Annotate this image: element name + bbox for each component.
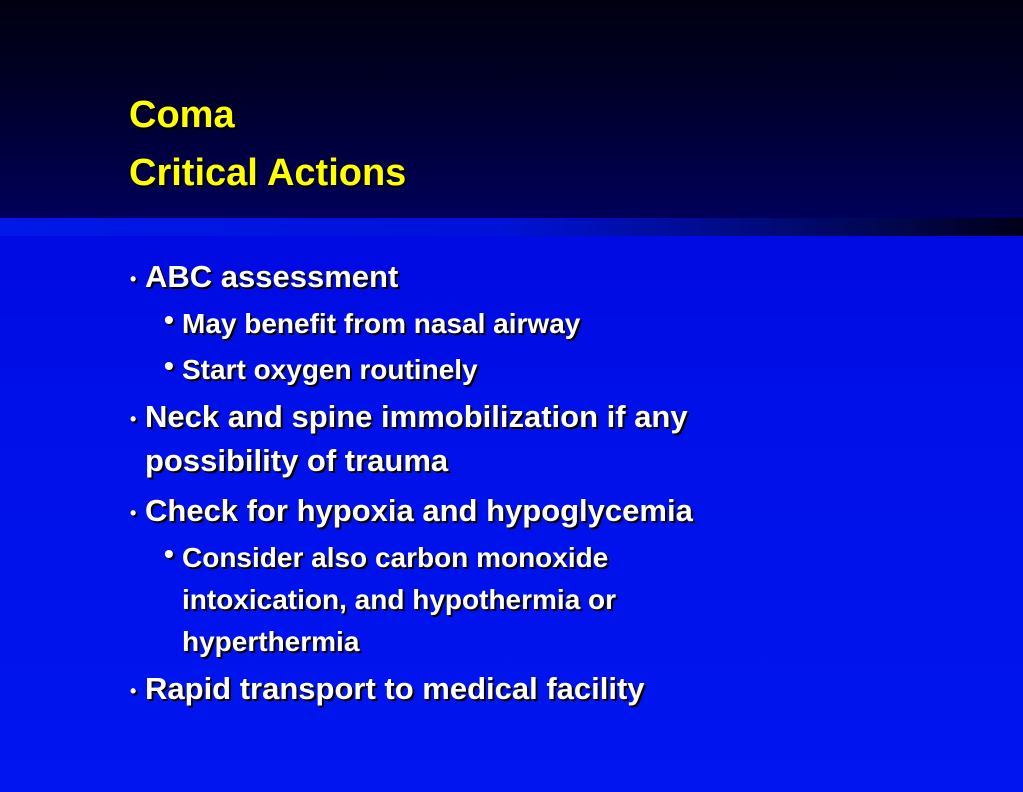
bullet-item-hypoxia-check bbox=[130, 489, 830, 533]
sub-bullet-text-line-3: hyperthermia bbox=[182, 626, 360, 657]
title-line-1: Coma bbox=[129, 94, 235, 136]
bullet-icon: • bbox=[130, 503, 137, 523]
divider-bar bbox=[0, 218, 1023, 236]
slide-title bbox=[129, 86, 406, 202]
sub-bullet-text-line-1: Consider also carbon monoxide bbox=[182, 542, 609, 573]
sub-bullet-text: Start oxygen routinely bbox=[182, 354, 478, 385]
sub-bullet-item-oxygen bbox=[130, 349, 830, 391]
sub-bullet-item-carbon-monoxide bbox=[130, 537, 830, 663]
bullet-icon: • bbox=[130, 269, 137, 289]
sub-bullet-text: May benefit from nasal airway bbox=[182, 308, 581, 339]
sub-bullet-item-nasal-airway bbox=[130, 303, 830, 345]
bullet-item-rapid-transport bbox=[130, 667, 830, 711]
bullet-text: ABC assessment bbox=[145, 259, 399, 294]
bullet-item-abc-assessment bbox=[130, 255, 830, 299]
bullet-icon: • bbox=[164, 538, 174, 569]
bullet-icon: • bbox=[164, 304, 174, 335]
title-line-2: Critical Actions bbox=[129, 152, 407, 194]
bullet-text-line-1: Neck and spine immobilization if any bbox=[145, 399, 688, 434]
bullet-icon: • bbox=[130, 681, 137, 701]
sub-bullet-text-line-2: intoxication, and hypothermia or bbox=[182, 584, 617, 615]
bullet-icon: • bbox=[130, 409, 137, 429]
bullet-item-immobilization bbox=[130, 395, 830, 483]
bullet-text: Rapid transport to medical facility bbox=[145, 671, 645, 706]
bullet-list bbox=[130, 255, 830, 711]
bullet-text-line-2: possibility of trauma bbox=[145, 443, 449, 478]
bullet-text: Check for hypoxia and hypoglycemia bbox=[145, 493, 693, 528]
bullet-icon: • bbox=[164, 350, 174, 381]
